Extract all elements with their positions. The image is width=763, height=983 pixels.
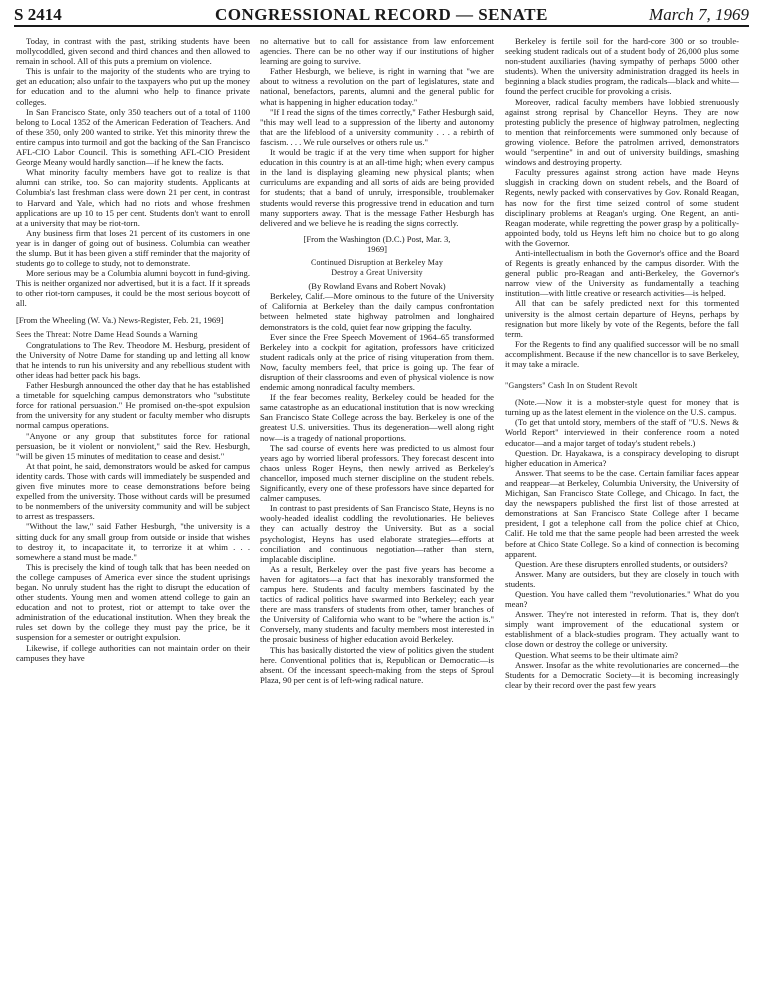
paragraph: The sad course of events here was predicted to us almost four years ago by worried liberal professors. They forecast descent into chaos unless Roger Heyns, then newly arrived as Berkeley's chancellor, imposed much sterner discipline on the student rebels. Significantly, every one of these professors have since departed for calmer campuses.	[260, 442, 494, 504]
paragraph: "Anyone or any group that substitutes force for rational persuasion, be it violent or nonviolent," said the Rev. Hesburgh, "will be given 15 minutes of meditation to cease and desist."	[16, 430, 250, 461]
interview-answer: Answer. They're not interested in reform. That is, they don't simply want improvement of the educational system or establishment of a black-studies program. They actually want to close down or destroy the college or university.	[505, 609, 739, 650]
publication-title: CONGRESSIONAL RECORD — SENATE	[214, 5, 548, 24]
paragraph: Ever since the Free Speech Movement of 1964–65 transformed Berkeley into a cockpit for agitation, professors have criticized student radicals only at the price of rising vituperation from them. Now, faculty members feel, that price is going up. The fear of disruption of their classrooms and even of physical violence is now endemic among nonradical faculty members.	[260, 331, 494, 393]
article-headline: Continued Disruption at Berkeley May Destroy a Great University	[310, 257, 444, 278]
interview-question: Question. Are these disrupters enrolled students, or outsiders?	[515, 558, 728, 569]
paragraph: What minority faculty members have got to realize is that alumni can strike, too. So can majority students. Applicants at Columbia's last freshman class were down 21 per cent, in contrast to Harvard and Yale, which had no riots and whose freshmen applications are up 10 to 15 per cent. Students don't want to enroll at a university that may be riot-torn.	[16, 167, 250, 228]
interview-question: Question. What seems to be their ultimate aim?	[515, 649, 679, 660]
paragraph: "If I read the signs of the times correctly," Father Hesburgh said, "this may well lead to a suppression of the liberty and autonomy that are the lifeblood of a university community . . . a rebirth of fascism. . . . We rule ourselves or others rule us."	[260, 106, 494, 147]
paragraph: Father Hesburgh announced the other day that he has established a timetable for squelching campus demonstrators who "substitute force for rational persuasion." He promised on-the-spot expulsion from the university for any student or faculty member who disrupts normal campus operations.	[16, 380, 250, 431]
paragraph: It would be tragic if at the very time when support for higher education in this country is at an all-time high; when every campus in the land is displaying gleaming new physical plants; when curriculums are expanding and all sorts of aids are being provided for students; that a band of unruly, irresponsible, troublemaker students would reverse this progressive trend in education and turn many supporters away. That is the message Father Hesburgh has delivered and we believe he is reading the signs correctly.	[260, 147, 494, 228]
paragraph: This has basically distorted the view of politics given the student here. Conventional politics that is, Republican or Democratic—is absent. Of the incessant speech-making from the steps of Sproul Plaza, 90 per cent is of left-wing radical nature.	[260, 644, 494, 685]
paragraph: "Without the law," said Father Hesburgh, "the university is a sitting duck for any small group from outside or inside that wishes to destroy it, to incapacitate it, to terrorize it at whim . . . somewhere a stand must be made."	[16, 521, 250, 562]
column-middle	[260, 36, 494, 976]
editor-note: (Note.—Now it is a mobster-style quest for money that is turning up as the latest element in the violence on the U.S. campus.	[505, 397, 739, 418]
paragraph: Likewise, if college authorities can not maintain order on their campuses they have	[16, 642, 250, 663]
paragraph: Moreover, radical faculty members have lobbied strenuously against strong reprisal by Chancellor Heyns. They are now protesting publicly the presence of highway patrolmen, neglecting to mention that reinforcements were summoned only because of growing violence. Before the patrolmen arrived, demonstrators would "serpentine" in and out of university buildings, smashing windows and destroying property.	[505, 96, 739, 168]
paragraph: Today, in contrast with the past, striking students have been mollycoddled, given second and third chances and then allowed to remain in school. All of this puts a premium on violence.	[16, 36, 250, 67]
paragraph: All that can be safely predicted next for this tormented university is the almost certain departure of Heyns, perhaps by resignation but more likely by vote of the Regents, before the fall term.	[505, 298, 739, 339]
paragraph: In San Francisco State, only 350 teachers out of a total of 1100 belong to Local 1352 of the American Federation of Teachers. And of these 350, only 200 wanted to strike. Yet this minority threw the entire campus into turmoil and got the backing of the San Francisco AFL-CIO Labor Council. This is something AFL-CIO President George Meany would hardly sanction—if he knew the facts.	[16, 106, 250, 168]
paragraph: At that point, he said, demonstrators would be asked for campus identity cards. Those with cards will immediately be suspended and given five minutes more to cease demonstrations before being expelled from the university. Those without cards will be presumed to be nonmembers of the university community and will be subject to arrest as trespassers.	[16, 460, 250, 522]
paragraph: For the Regents to find any qualified successor will be no small accomplishment. Because if the new chancellor is to save Berkeley, it may take a miracle.	[505, 338, 739, 369]
paragraph: Any business firm that loses 21 percent of its customers in one year is in danger of going out of business. Columbia can weather the slump. But it has been given a stiff reminder that the majority of students go to college to study, not to demonstrate.	[16, 227, 250, 269]
column-right	[505, 36, 739, 976]
paragraph: Berkeley, Calif.—More ominous to the future of the University of California at Berkeley than the daily campus confrontation between helmeted state highway patrolmen and longhaired demonstrators is the cold, quiet fear now gripping the faculty.	[260, 291, 494, 332]
column-left	[16, 36, 250, 976]
page-number: S 2414	[14, 5, 62, 24]
paragraph: This is precisely the kind of tough talk that has been needed on the college campuses of America ever since the student uprisings began. No unruly student has the right to disrupt the education of other students. Young men and women attend college to gain an education and not to protest, riot or attempt to take over the administration of the educational institution. When they break the rules set down by the college they must pay the price, be it suspension for a semester or outright expulsion.	[16, 561, 250, 643]
paragraph: Berkeley is fertile soil for the hard-core 300 or so trouble-seeking student radicals out of a student body of 26,000 plus some non-student auxiliaries (having sympathy of perhaps 5000 other students). When the university administration dragged its heels in beginning a black studies program, the radicals—black and white—found the perfect crucible for provoking a crisis.	[505, 36, 739, 97]
paragraph: If the fear becomes reality, Berkeley could be headed for the same catastrophe as an educational institution that is now wrecking San Francisco State College across the bay. Berkeley is one of the greatest U.S. universities. Thus its degeneration—well along right now—is a tragedy of national proportions.	[260, 392, 494, 443]
article-byline: (By Rowland Evans and Robert Novak)	[308, 281, 446, 292]
paragraph: This is unfair to the majority of the students who are trying to get an education; also unfair to the taxpayers who put up the money for education and to the alumni who help to finance private colleges.	[16, 66, 250, 107]
interview-answer: Answer. That seems to be the case. Certain familiar faces appear and reappear—at Berkeley, Columbia University, the University of Michigan, San Francisco State College, and Chicago. In fact, the day the newspapers published the first list of those arrested at demonstrations at San Francisco State College after I became president, I got a telephone call from the police chief at Chico, Calif. He told me that the same people had been arrested the week before at Chico State College. So a kind of connection is becoming apparent.	[505, 467, 739, 559]
paragraph: no alternative but to call for assistance from law enforcement agencies. There can be no other way if our institutions of higher learning are going to survive.	[260, 36, 494, 67]
paragraph: In contrast to past presidents of San Francisco State, Heyns is no wooly-headed idealist coddling the revolutionaries. He believes they can actually destroy the University. But as a social psychologist, Heyns has used elaborate strategies—efforts at conciliation and continuous negotiation—rather than stern, implacable discipline.	[260, 503, 494, 564]
editor-note: (To get that untold story, members of the staff of "U.S. News & World Report" interviewed in their conference room a noted educator—and a major target of today's student rebels.)	[505, 417, 739, 448]
paragraph: More serious may be a Columbia alumni boycott in fund-giving. This is neither organized nor advertised, but it is a fact. If it spreads to other riot-torn campuses, it could be the most serious boycott of all.	[16, 268, 250, 309]
interview-answer: Answer. Insofar as the white revolutionaries are concerned—the Students for a Democratic Society—it is becoming increasingly clear by their record over the past few years	[505, 659, 739, 690]
article-source: [From the Wheeling (W. Va.) News-Register, Feb. 21, 1969]	[16, 314, 224, 325]
article-source: [From the Washington (D.C.) Post, Mar. 3, 1969]	[303, 233, 451, 254]
paragraph: Faculty pressures against strong action have made Heyns sluggish in cracking down on student rebels, and the Board of Regents, newly packed with conservatives by Gov. Ronald Reagan, has now for the first time seized control of some student disciplinary problems at Reagan's urging. One Regent, an anti-Reagan moderate, while regretting the power grasp by a politically-appointed body, told us Heyns left him no choice but to go along with the Governor.	[505, 167, 739, 248]
paragraph: Congratulations to The Rev. Theodore M. Hesburg, president of the University of Notre Dame for standing up and letting all know that he intends to run his university and any rebellious student with other ideas had better pack his bags.	[16, 339, 250, 380]
page-header	[14, 3, 749, 27]
issue-date: March 7, 1969	[649, 5, 749, 24]
interview-answer: Answer. Many are outsiders, but they are closely in touch with students.	[505, 568, 739, 589]
article-headline: Sees the Threat: Notre Dame Head Sounds a Warning	[16, 329, 198, 339]
article-headline: "Gangsters" Cash In on Student Revolt	[505, 381, 638, 391]
paragraph: As a result, Berkeley over the past five years has become a haven for agitators—a fact that has inexorably transformed the campus here. Students and faculty members fascinated by the tactics of radical politics have swarmed into Berkeley; each year there are mass transfers of students from other, tamer branches of the University of California who want to be "where the action is." Conversely, many students and faculty members most interested in the prosaic business of higher education avoid Berkeley.	[260, 563, 494, 645]
interview-question: Question. You have called them "revolutionaries." What do you mean?	[505, 588, 739, 610]
interview-question: Question. Dr. Hayakawa, is a conspiracy developing to disrupt higher education in America?	[505, 447, 739, 468]
paragraph: Anti-intellectualism in both the Governor's office and the Board of Regents is greatly enhanced by the campus disorder. With the general public pro-Reagan and anti-Berkeley, the Governor's narrow view of the University as fundamentally a teaching institution—with little creative or research activities—is helped.	[505, 247, 739, 299]
paragraph: Father Hesburgh, we believe, is right in warning that "we are about to witness a revolution on the part of legislatures, state and national, benefactors, parents, alumni and the general public for what is happening in higher education today."	[260, 66, 494, 107]
